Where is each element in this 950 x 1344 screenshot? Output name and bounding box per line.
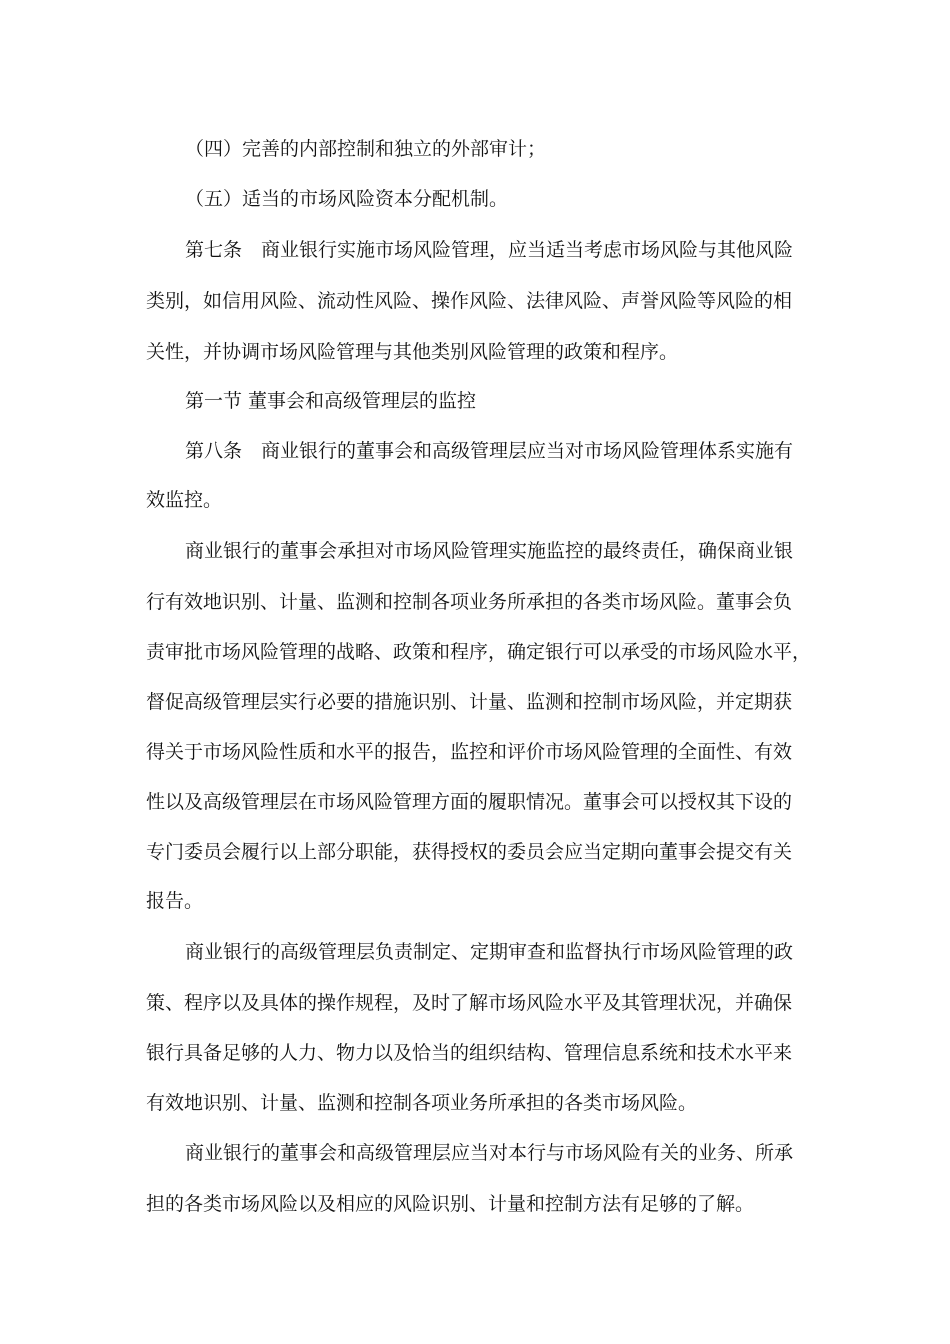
article-7-line-3: 关性，并协调市场风险管理与其他类别风险管理的政策和程序。 [146, 341, 679, 363]
item-four: （四）完善的内部控制和独立的外部审计； [185, 138, 547, 160]
section-heading: 第一节 董事会和高级管理层的监控 [185, 390, 477, 412]
board-para-line-2: 行有效地识别、计量、监测和控制各项业务所承担的各类市场风险。董事会负 [146, 591, 793, 613]
board-para-line-6: 性以及高级管理层在市场风险管理方面的履职情况。董事会可以授权其下设的 [146, 791, 793, 813]
senior-mgmt-para-line-3: 银行具备足够的人力、物力以及恰当的组织结构、管理信息系统和技术水平来 [146, 1042, 793, 1064]
board-para-line-1: 商业银行的董事会承担对市场风险管理实施监控的最终责任，确保商业银 [185, 540, 794, 562]
article-7-line-2: 类别，如信用风险、流动性风险、操作风险、法律风险、声誉风险等风险的相 [146, 290, 793, 312]
senior-mgmt-para-line-2: 策、程序以及具体的操作规程，及时了解市场风险水平及其管理状况，并确保 [146, 992, 793, 1014]
board-para-line-7: 专门委员会履行以上部分职能，获得授权的委员会应当定期向董事会提交有关 [146, 841, 793, 863]
senior-mgmt-para-line-1: 商业银行的高级管理层负责制定、定期审查和监督执行市场风险管理的政 [185, 941, 794, 963]
item-five: （五）适当的市场风险资本分配机制。 [185, 188, 509, 210]
article-8-line-1: 第八条 商业银行的董事会和高级管理层应当对市场风险管理体系实施有 [185, 440, 794, 462]
board-para-line-3: 责审批市场风险管理的战略、政策和程序，确定银行可以承受的市场风险水平， [146, 641, 812, 663]
understanding-para-line-1: 商业银行的董事会和高级管理层应当对本行与市场风险有关的业务、所承 [185, 1142, 794, 1164]
article-8-line-2: 效监控。 [146, 489, 223, 511]
article-7-line-1: 第七条 商业银行实施市场风险管理，应当适当考虑市场风险与其他风险 [185, 239, 794, 261]
senior-mgmt-para-line-4: 有效地识别、计量、监测和控制各项业务所承担的各类市场风险。 [146, 1092, 698, 1114]
board-para-line-5: 得关于市场风险性质和水平的报告，监控和评价市场风险管理的全面性、有效 [146, 741, 793, 763]
board-para-line-8: 报告。 [146, 890, 204, 912]
board-para-line-4: 督促高级管理层实行必要的措施识别、计量、监测和控制市场风险，并定期获 [146, 691, 793, 713]
understanding-para-line-2: 担的各类市场风险以及相应的风险识别、计量和控制方法有足够的了解。 [146, 1193, 755, 1215]
